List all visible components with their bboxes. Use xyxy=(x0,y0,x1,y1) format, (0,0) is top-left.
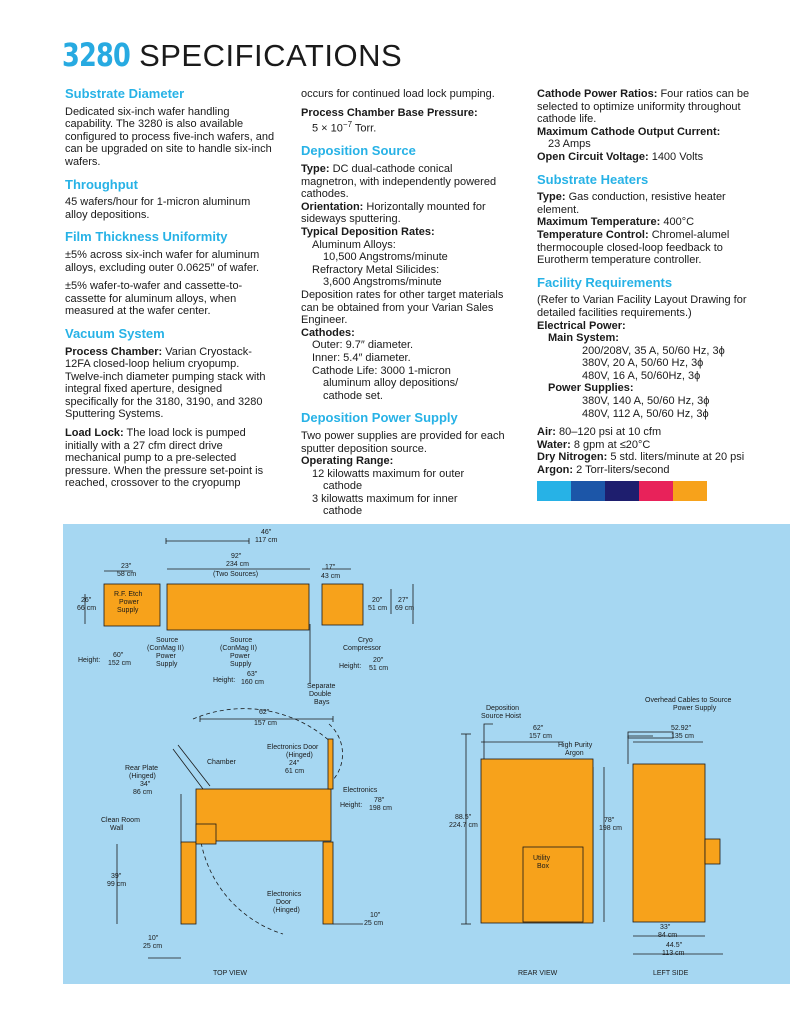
column-2 xyxy=(301,88,508,518)
label-60: 60″ xyxy=(113,652,124,659)
value-base-pressure xyxy=(301,119,508,135)
label-84: 84 cm xyxy=(658,932,678,939)
text-inner: Inner: 5.4″ diameter. xyxy=(312,351,411,364)
left-side-cabinet xyxy=(633,764,705,922)
label-34: 34″ xyxy=(140,781,151,788)
label-power-supply-oc: Power Supply xyxy=(673,705,717,712)
label-66: 66 cm xyxy=(77,605,97,612)
label-max-current: Maximum Cathode Output Current: xyxy=(537,125,721,138)
label-cryo: Cryo xyxy=(358,637,373,644)
label-198-side: 198 cm xyxy=(599,825,622,832)
base-pressure-exponent: −7 xyxy=(342,120,353,130)
text-ps-1: 380V, 140 A, 50/60 Hz, 3ϕ xyxy=(582,395,710,408)
label-46: 46″ xyxy=(261,529,272,536)
text-film-1: ±5% across six-inch wafer for aluminum alloys, excluding outer 0.0625″ of wafer. xyxy=(65,248,260,274)
text-dep-orientation xyxy=(301,201,508,226)
label-rear-plate: Rear Plate xyxy=(125,765,159,772)
value-max-temp: 400°C xyxy=(660,216,695,229)
label-main-system: Main System: xyxy=(548,332,619,345)
heading-deposition-source: Deposition Source xyxy=(301,143,416,159)
text-range-1b: cathode xyxy=(323,480,363,493)
heading-film-uniformity: Film Thickness Uniformity xyxy=(65,229,228,245)
text-argon xyxy=(537,464,752,477)
swatch-navy xyxy=(605,481,639,501)
label-separate: Separate xyxy=(307,683,336,690)
label-10b: 10″ xyxy=(148,935,159,942)
label-113: 113 cm xyxy=(662,950,685,957)
text-outer: Outer: 9.7″ diameter. xyxy=(312,339,414,352)
heading-facility: Facility Requirements xyxy=(537,274,673,290)
label-operating-range: Operating Range: xyxy=(301,455,394,468)
left-side-panel xyxy=(705,839,720,864)
label-24: 24″ xyxy=(289,760,300,767)
text-nitrogen xyxy=(537,451,752,464)
label-base-pressure: Process Chamber Base Pressure: xyxy=(301,106,478,119)
text-air xyxy=(537,426,752,439)
label-234: 234 cm xyxy=(226,561,249,568)
label-rf-power: Power xyxy=(119,599,139,606)
text-main-2: 380V, 20 A, 50/60 Hz, 3ϕ xyxy=(582,357,704,370)
label-27: 27″ xyxy=(398,597,409,604)
heading-substrate-diameter: Substrate Diameter xyxy=(65,86,185,101)
label-electrical-power: Electrical Power: xyxy=(537,319,626,332)
label-rear-view: REAR VIEW xyxy=(518,970,558,977)
column-1 xyxy=(65,88,275,496)
label-69: 69 cm xyxy=(395,605,415,612)
label-electronics-door: Electronics Door xyxy=(267,744,319,751)
label-conmag-1: (ConMag II) xyxy=(147,645,184,652)
label-135: 135 cm xyxy=(671,733,694,740)
text-throughput: 45 wafers/hour for 1-micron aluminum alloy depositions. xyxy=(65,196,251,221)
swatch-blue xyxy=(571,481,605,501)
model-number: 3280 xyxy=(62,36,131,74)
label-25b: 25 cm xyxy=(143,943,163,950)
title-word: SPECIFICATIONS xyxy=(139,38,403,73)
label-hinged-3: (Hinged) xyxy=(273,907,300,914)
label-high-purity: High Purity xyxy=(558,742,593,749)
text-dep-type xyxy=(301,163,508,201)
label-224-7: 224.7 cm xyxy=(449,822,478,829)
label-air: Air: xyxy=(537,426,556,439)
text-al-rate: 10,500 Angstroms/minute xyxy=(323,251,448,264)
text-main-3: 480V, 16 A, 50/60Hz, 3ϕ xyxy=(582,369,701,382)
label-source-2: Source xyxy=(230,637,253,644)
label-152: 152 cm xyxy=(108,660,131,667)
label-source-hoist: Source Hoist xyxy=(481,713,522,720)
label-63: 63″ xyxy=(247,671,258,678)
label-117: 117 cm xyxy=(255,537,278,544)
label-78-side: 78″ xyxy=(604,817,615,824)
swatch-orange xyxy=(673,481,707,501)
label-load-lock: Load Lock: xyxy=(65,427,124,440)
value-orientation: Horizontally mounted for sideways sputtering. xyxy=(301,200,486,226)
facility-layout-drawing xyxy=(63,524,790,984)
label-17: 17″ xyxy=(325,564,336,571)
heading-vacuum-system: Vacuum System xyxy=(65,325,165,341)
label-33: 33″ xyxy=(660,924,671,931)
label-power-2: Power xyxy=(230,653,250,660)
label-max-temp: Maximum Temperature: xyxy=(537,216,661,229)
text-range-1: 12 kilowatts maximum for outer xyxy=(312,467,465,480)
page-title xyxy=(62,36,402,76)
value-ocv: 1400 Volts xyxy=(648,150,704,163)
label-argon: Argon: xyxy=(537,464,574,477)
text-load-lock-cont: occurs for continued load lock pumping. xyxy=(301,88,495,100)
text-facility-note: (Refer to Varian Facility Layout Drawing for detailed facilities requirements.) xyxy=(537,294,747,319)
label-utility: Utility xyxy=(533,855,551,862)
layout-svg xyxy=(63,524,790,984)
label-electronics: Electronics xyxy=(343,787,378,794)
label-height-2: Height: xyxy=(213,677,236,684)
label-ocv: Open Circuit Voltage: xyxy=(537,150,649,163)
label-door: Door xyxy=(276,899,292,906)
text-range-2b: cathode xyxy=(323,505,363,518)
label-top-view: TOP VIEW xyxy=(213,970,247,977)
label-99: 99 cm xyxy=(107,881,127,888)
value-heater-type: Gas conduction, resistive heater element. xyxy=(537,191,726,216)
label-compressor: Compressor xyxy=(343,645,382,652)
label-double: Double xyxy=(309,691,332,698)
label-92: 92″ xyxy=(231,553,242,560)
value-process-chamber: Varian Cryostack-12FA closed-loop helium cryopump. Twelve-inch diameter pumping stack with integral fixed aperture, designed specifically for the 3180, 3190, and 3280 Sputtering Systems. xyxy=(65,345,266,421)
text-temp-control xyxy=(537,229,752,267)
label-78: 78″ xyxy=(374,797,385,804)
label-52-92: 52.92″ xyxy=(671,725,691,732)
value-nitrogen: 5 std. liters/minute at 20 psi xyxy=(607,451,745,464)
utility-box xyxy=(523,847,583,922)
text-ocv xyxy=(537,151,752,164)
swatch-magenta xyxy=(639,481,673,501)
cryo-compressor-box xyxy=(322,584,363,625)
text-substrate-diameter: Dedicated six-inch wafer handling capability. The 3280 is also available configured to process five-inch wafers, and can be upgraded on site to handle six-inch wafers. xyxy=(65,105,275,168)
label-157-rear: 157 cm xyxy=(529,733,552,740)
text-al-alloys: Aluminum Alloys: xyxy=(312,238,396,251)
value-dep-type: DC dual-cathode conical magnetron, with independently powered cathodes. xyxy=(301,163,497,201)
label-43: 43 cm xyxy=(321,573,341,580)
text-heater-type xyxy=(537,191,752,216)
label-process-chamber: Process Chamber: xyxy=(65,345,163,358)
electronics-door-panel xyxy=(328,739,333,789)
cassette-station xyxy=(196,824,216,844)
label-20: 20″ xyxy=(372,597,383,604)
label-88-5: 88.5″ xyxy=(455,814,472,821)
text-life-2: aluminum alloy depositions/ xyxy=(323,377,459,390)
swatch-cyan xyxy=(537,481,571,501)
label-two-sources: (Two Sources) xyxy=(213,571,259,578)
label-62-rear: 62″ xyxy=(533,725,544,732)
label-86: 86 cm xyxy=(133,789,153,796)
label-hinged-2: (Hinged) xyxy=(129,773,156,780)
label-deposition: Deposition xyxy=(486,705,520,712)
label-height-4: Height: xyxy=(340,802,363,809)
value-air: 80–120 psi at 10 cfm xyxy=(555,426,662,439)
color-swatch-bar xyxy=(537,481,707,501)
label-rf-supply: Supply xyxy=(117,607,139,614)
label-electronics-2: Electronics xyxy=(267,891,302,898)
label-bays: Bays xyxy=(314,699,330,706)
source-power-supply-box xyxy=(167,584,309,630)
label-water: Water: xyxy=(537,438,571,451)
text-rm-silicides: Refractory Metal Silicides: xyxy=(312,263,440,276)
value-max-current: 23 Amps xyxy=(548,138,591,151)
label-orientation: Orientation: xyxy=(301,200,364,213)
label-overhead-cables: Overhead Cables to Source xyxy=(645,697,732,704)
label-62: 62″ xyxy=(259,709,270,716)
heading-substrate-heaters: Substrate Heaters xyxy=(537,171,649,187)
label-58: 58 cm xyxy=(117,571,137,578)
label-supply-1: Supply xyxy=(156,661,178,668)
label-cathode-ratios: Cathode Power Ratios: xyxy=(537,88,658,100)
label-26: 26″ xyxy=(81,597,92,604)
label-clean-room: Clean Room xyxy=(101,817,140,824)
text-dps: Two power supplies are provided for each sputter deposition source. xyxy=(301,429,505,455)
label-source-1: Source xyxy=(156,637,179,644)
text-cathode-ratios xyxy=(537,88,752,126)
value-temp-control: Chromel-alumel thermocouple closed-loop feedback to Eurotherm temperature controller. xyxy=(537,228,730,267)
heading-dep-power-supply: Deposition Power Supply xyxy=(301,410,458,426)
value-water: 8 gpm at ≤20°C xyxy=(570,438,651,451)
column-3 xyxy=(537,88,752,477)
label-rf-etch: R.F. Etch xyxy=(114,591,143,598)
text-ps-2: 480V, 112 A, 50/60 Hz, 3ϕ xyxy=(582,407,709,420)
label-box: Box xyxy=(537,863,550,870)
value-argon: 2 Torr-liters/second xyxy=(573,464,670,477)
label-supply-2: Supply xyxy=(230,661,252,668)
label-temp-control: Temperature Control: xyxy=(537,228,649,241)
text-main-1: 200/208V, 35 A, 50/60 Hz, 3ϕ xyxy=(582,344,725,357)
label-198: 198 cm xyxy=(369,805,392,812)
text-life-3: cathode set. xyxy=(323,389,383,402)
label-44-5: 44.5″ xyxy=(666,942,683,949)
text-water xyxy=(537,439,752,452)
text-film-2: ±5% wafer-to-wafer and cassette-to-cassette for aluminum alloys, when measured at the wafer center. xyxy=(65,280,243,318)
text-load-lock xyxy=(65,427,275,490)
label-157: 157 cm xyxy=(254,720,277,727)
text-range-2: 3 kilowatts maximum for inner xyxy=(312,492,458,505)
base-pressure-unit: Torr. xyxy=(352,122,377,135)
label-heater-type: Type: xyxy=(537,191,566,204)
electronics-door-leg xyxy=(323,842,333,924)
label-23: 23″ xyxy=(121,563,132,570)
label-left-side: LEFT SIDE xyxy=(653,970,689,977)
label-wall: Wall xyxy=(110,825,124,832)
label-conmag-2: (ConMag II) xyxy=(220,645,257,652)
label-dep-type: Type: xyxy=(301,163,330,176)
label-10a: 10″ xyxy=(370,912,381,919)
heading-throughput: Throughput xyxy=(65,176,138,192)
label-chamber: Chamber xyxy=(207,759,236,766)
label-61: 61 cm xyxy=(285,768,305,775)
text-life-1: Cathode Life: 3000 1-micron xyxy=(312,364,451,377)
label-hinged-1: (Hinged) xyxy=(286,752,313,759)
label-height-1: Height: xyxy=(78,657,101,664)
label-25a: 25 cm xyxy=(364,920,384,927)
label-power-supplies: Power Supplies: xyxy=(548,382,634,395)
value-load-lock: The load lock is pumped initially with a 27 cfm direct drive mechanical pump to a pre-selected pressure. When the pressure set-point is reached, crossover to the cryopump xyxy=(65,427,264,490)
value-cathode-ratios: Four ratios can be selected to optimize uniformity throughout cathode life. xyxy=(537,88,750,126)
label-39: 39″ xyxy=(111,873,122,880)
text-process-chamber xyxy=(65,346,275,422)
load-lock-top-view xyxy=(181,842,196,924)
text-rm-rate: 3,600 Angstroms/minute xyxy=(323,276,442,289)
label-51: 51 cm xyxy=(368,605,388,612)
label-h20: 20″ xyxy=(373,657,384,664)
label-160: 160 cm xyxy=(241,679,264,686)
label-height-3: Height: xyxy=(339,663,362,670)
label-dep-rates: Typical Deposition Rates: xyxy=(301,226,435,238)
label-argon: Argon xyxy=(565,750,584,757)
text-max-temp xyxy=(537,216,752,229)
base-pressure-mantissa: 5 × 10 xyxy=(312,122,343,135)
label-cathodes: Cathodes: xyxy=(301,326,355,339)
label-nitrogen: Dry Nitrogen: xyxy=(537,451,608,464)
label-h51: 51 cm xyxy=(369,665,389,672)
text-rates-note: Deposition rates for other target materials can be obtained from your Varian Sales Engineer. xyxy=(301,288,504,327)
label-power-1: Power xyxy=(156,653,176,660)
